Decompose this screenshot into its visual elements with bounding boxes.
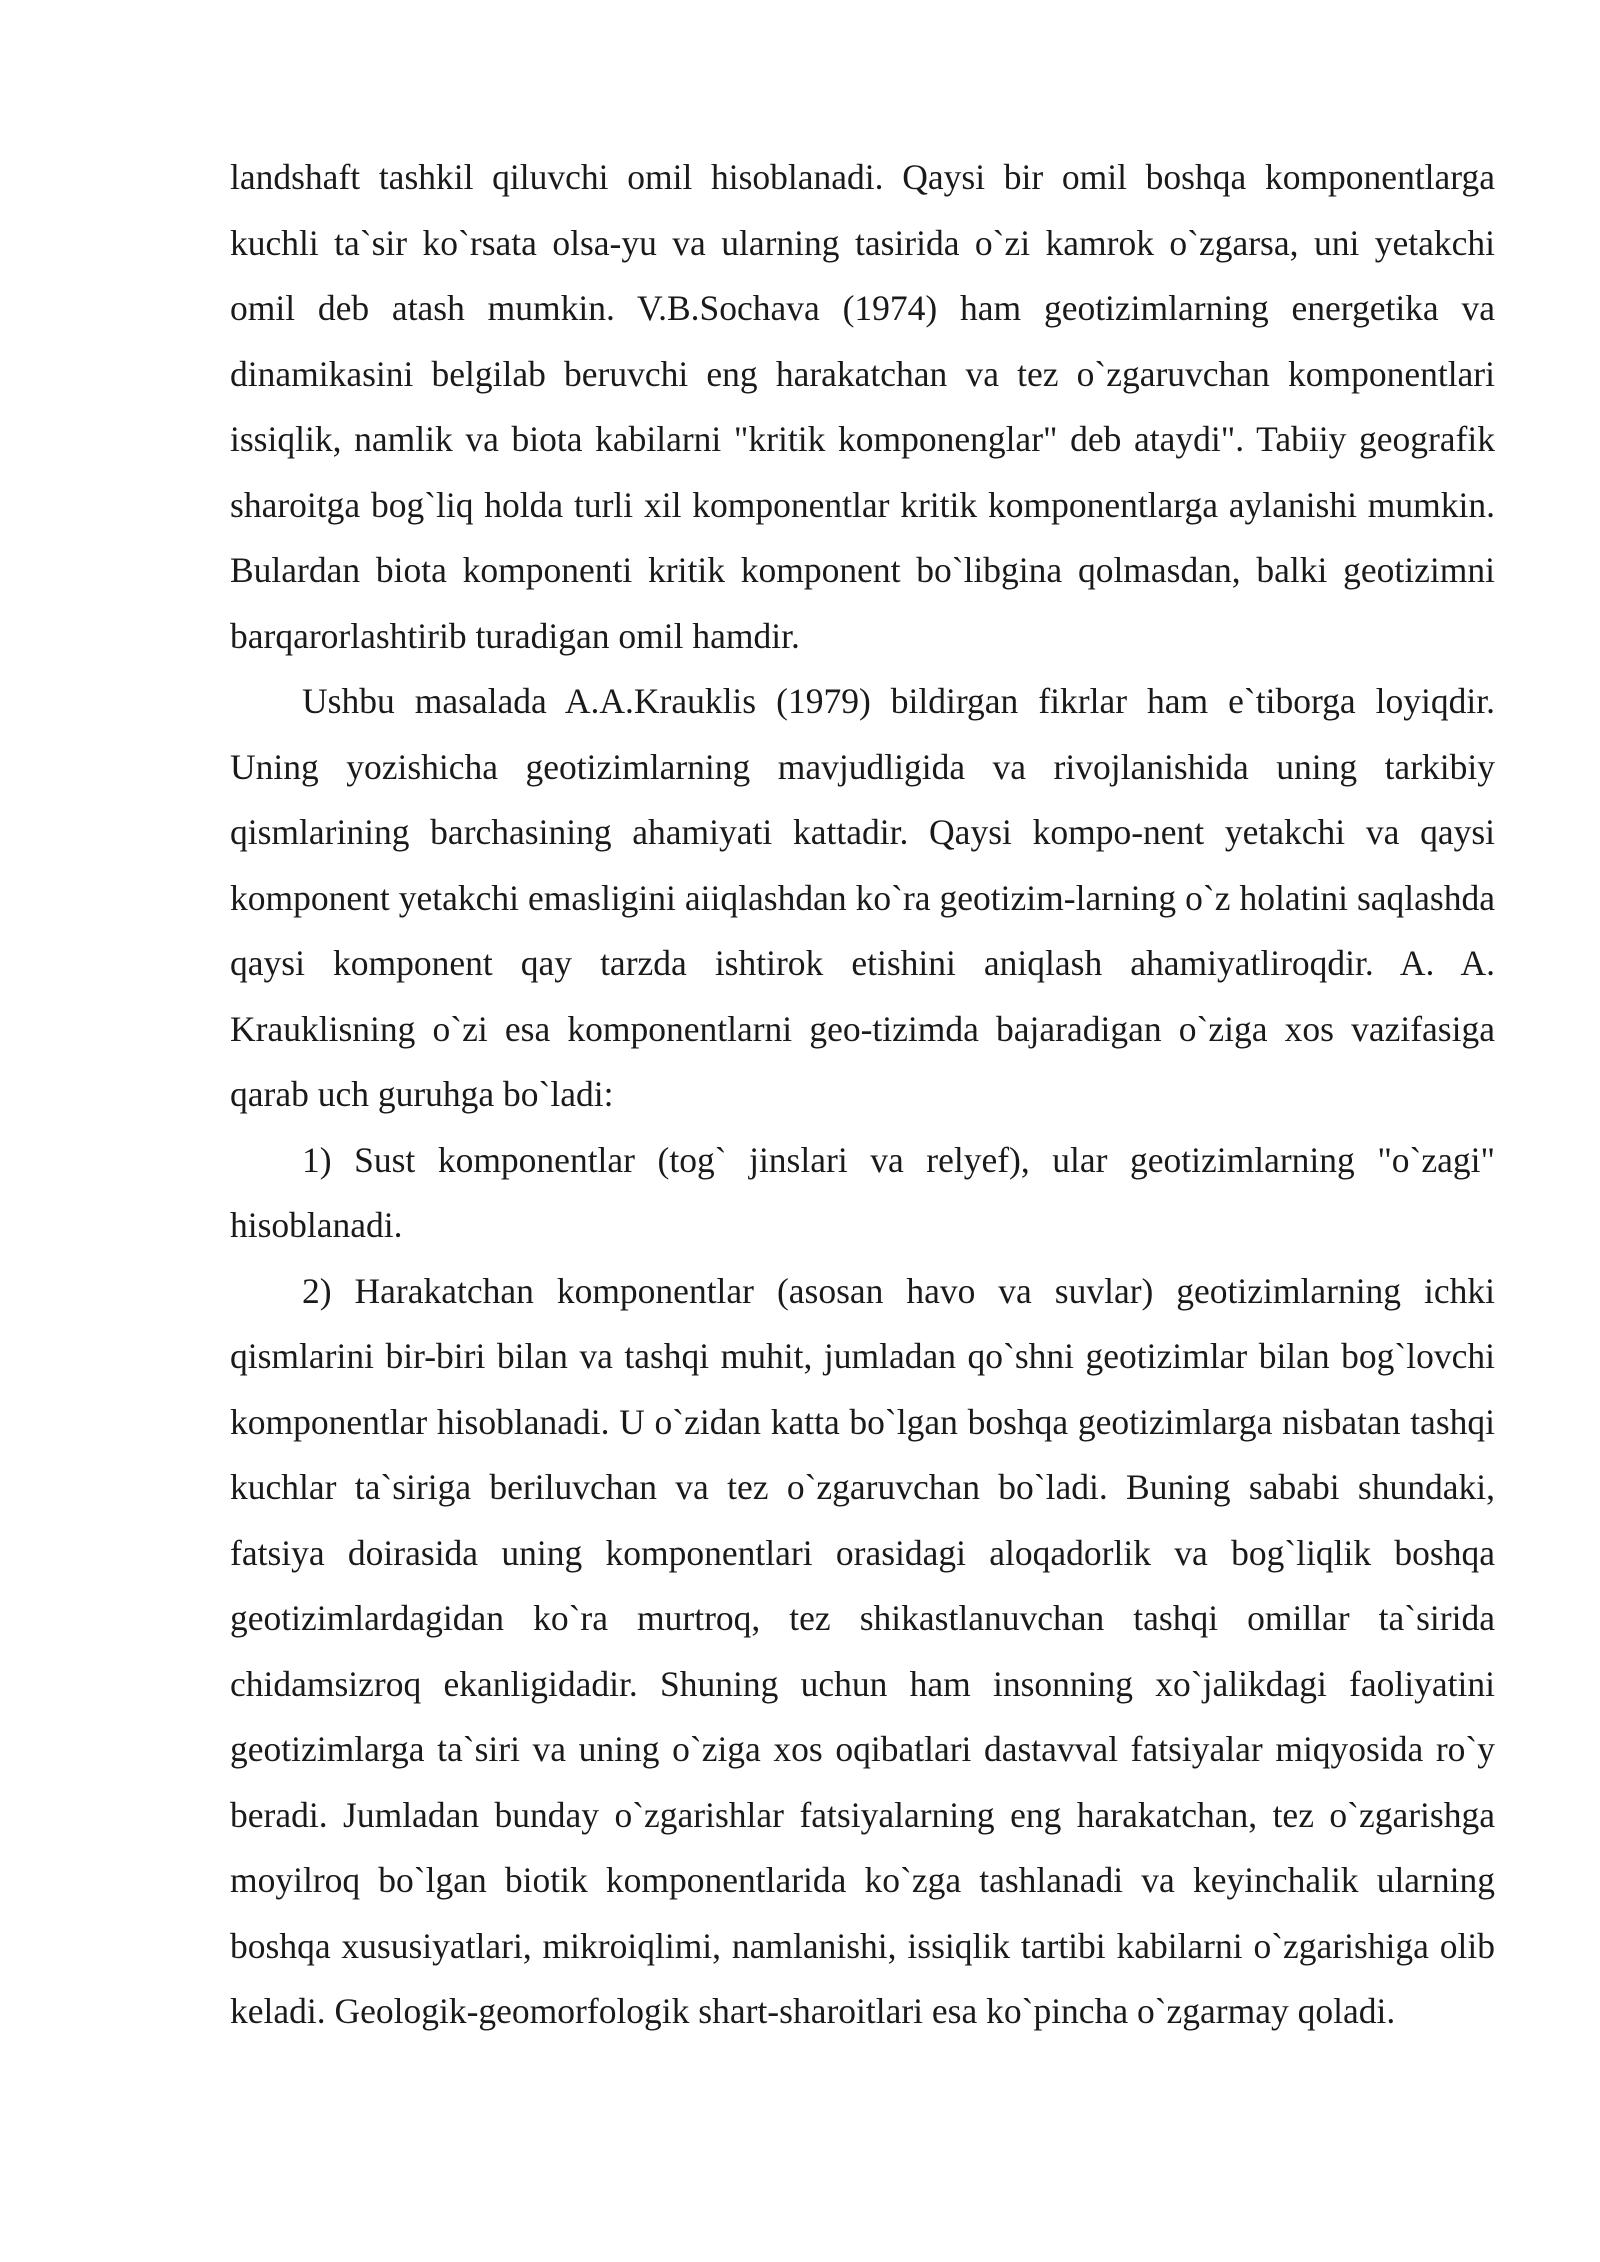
document-page [230,145,1495,2045]
paragraph-3: 1) Sust komponentlar (tog` jinslari va relyef), ular geotizimlarning "o`zagi" hisoblanadi. [230,1139,1495,1245]
paragraph-2: Ushbu masalada A.A.Krauklis (1979) bildirgan fikrlar ham e`tiborga loyiqdir. Uning yozishicha geotizimlarning mavjudligida va rivojlanishida uning tarkibiy qismlarining barchasining ahamiyati kattadir. Qaysi kompo-nent yetakchi va qaysi komponent yetakchi emasligini aiiqlashdan ko`ra geotizim-larning o`z holatini saqlashda qaysi komponent qay tarzda ishtirok etishini aniqlash ahamiyatliroqdir. A. A. Krauklisning o`zi esa komponentlarni geo-tizimda bajaradigan o`ziga xos vazifasiga qarab uch guruhga bo`ladi: [230,681,1495,1114]
paragraph-4: 2) Harakatchan komponentlar (asosan havo va suvlar) geotizimlarning ichki qismlarini bir-biri bilan va tashqi muhit, jumladan qo`shni geotizimlar bilan bog`lovchi komponentlar hisoblanadi. U o`zidan katta bo`lgan boshqa geotizimlarga nisbatan tashqi kuchlar ta`siriga beriluvchan va tez o`zgaruvchan bo`ladi. Buning sababi shundaki, fatsiya doirasida uning komponentlari orasidagi aloqadorlik va bog`liqlik boshqa geotizimlardagidan ko`ra murtroq, tez shikastlanuvchan tashqi omillar ta`sirida chidamsizroq ekanligidadir. Shuning uchun ham insonning xo`jalikdagi faoliyatini geotizimlarga ta`siri va uning o`ziga xos oqibatlari dastavval fatsiyalar miqyosida ro`y beradi. Jumladan bunday o`zgarishlar fatsiyalarning eng harakatchan, tez o`zgarishga moyilroq bo`lgan biotik komponentlarida ko`zga tashlanadi va keyinchalik ularning boshqa xususiyatlari, mikroiqlimi, namlanishi, issiqlik tartibi kabilarni o`zgarishiga olib keladi. Geologik-geomorfologik shart-sharoitlari esa ko`pincha o`zgarmay qoladi. [230,1270,1495,2031]
paragraph-1: landshaft tashkil qiluvchi omil hisoblanadi. Qaysi bir omil boshqa komponentlarga kuchli ta`sir ko`rsata olsa-yu va ularning tasirida o`zi kamrok o`zgarsa, uni yetakchi omil deb atash mumkin. V.B.Sochava (1974) ham geotizimlarning energetika va dinamikasini belgilab beruvchi eng harakatchan va tez o`zgaruvchan komponentlari issiqlik, namlik va biota kabilarni "kritik komponenglar" deb ataydi". Tabiiy geografik sharoitga bog`liq holda turli xil komponentlar kritik komponentlarga aylanishi mumkin. Bulardan biota komponenti kritik komponent bo`libgina qolmasdan, balki geotizimni barqarorlashtirib turadigan omil hamdir. [230,157,1495,656]
